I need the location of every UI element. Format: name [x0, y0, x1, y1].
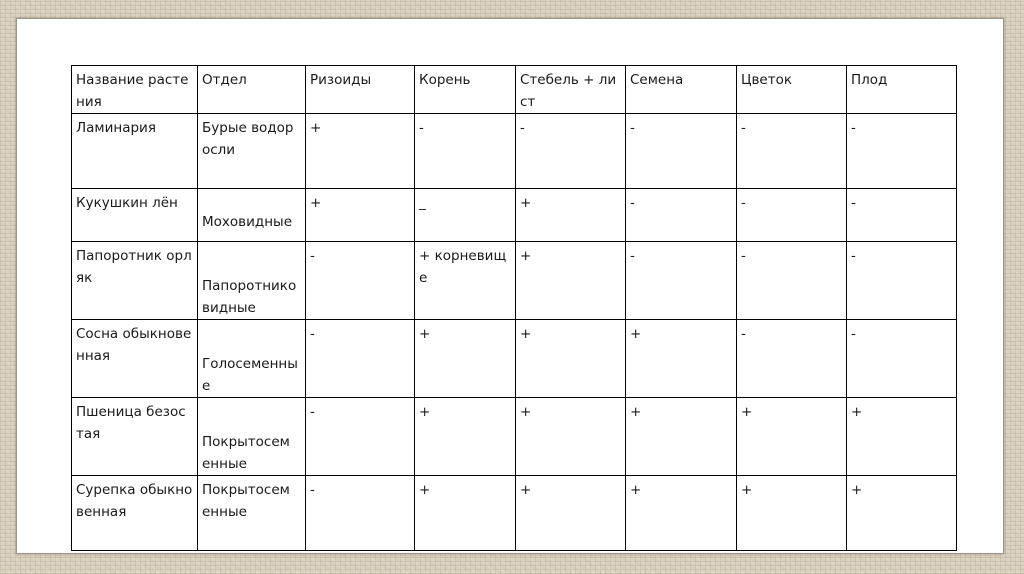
table-cell: Папоротник орляк: [72, 242, 198, 320]
table-cell: -: [737, 114, 847, 189]
table-cell: +: [306, 114, 415, 189]
table-cell: +: [737, 398, 847, 476]
table-cell: Кукушкин лён: [72, 189, 198, 242]
table-cell: Ламинария: [72, 114, 198, 189]
table-cell: -: [847, 114, 957, 189]
table-row: [72, 398, 957, 476]
header-cell-name: Название растения: [72, 66, 198, 114]
table-cell: +: [415, 320, 516, 398]
table-cell: +: [847, 476, 957, 551]
table-cell: -: [737, 320, 847, 398]
table-cell: Пшеница безостая: [72, 398, 198, 476]
table-cell: -: [737, 242, 847, 320]
table-cell: +: [415, 476, 516, 551]
table-cell: -: [306, 476, 415, 551]
table-cell: +: [415, 398, 516, 476]
table-row: [72, 189, 957, 242]
table-cell: +: [626, 320, 737, 398]
table-cell: -: [626, 189, 737, 242]
header-row: [72, 66, 957, 114]
header-cell-seeds: Семена: [626, 66, 737, 114]
table-cell: -: [847, 189, 957, 242]
table-cell: Моховидные: [198, 189, 306, 242]
table-cell: -: [516, 114, 626, 189]
table-cell: Сосна обыкновенная: [72, 320, 198, 398]
table-cell: +: [626, 476, 737, 551]
table-cell: +: [626, 398, 737, 476]
table-cell: Покрытосем енные: [198, 476, 306, 551]
header-cell-fruit: Плод: [847, 66, 957, 114]
table-cell: Папоротнико видные: [198, 242, 306, 320]
header-cell-division: Отдел: [198, 66, 306, 114]
plant-comparison-table: [71, 65, 957, 551]
header-cell-root: Корень: [415, 66, 516, 114]
table-cell: -: [415, 114, 516, 189]
table-cell: Бурые водоросли: [198, 114, 306, 189]
table-cell: -: [847, 320, 957, 398]
table-cell: +: [737, 476, 847, 551]
table-cell: -: [306, 320, 415, 398]
table-cell: +: [306, 189, 415, 242]
table-cell: _: [415, 189, 516, 242]
table-row: [72, 114, 957, 189]
table-cell: -: [737, 189, 847, 242]
table-cell: -: [626, 114, 737, 189]
table-cell: Голосеменны е: [198, 320, 306, 398]
header-cell-flower: Цветок: [737, 66, 847, 114]
header-cell-stem-leaf: Стебель + лист: [516, 66, 626, 114]
table-cell: -: [306, 398, 415, 476]
table-cell: Покрытосем енные: [198, 398, 306, 476]
table-cell: -: [847, 242, 957, 320]
header-cell-rhizoids: Ризоиды: [306, 66, 415, 114]
table-cell: +: [516, 320, 626, 398]
table-cell: Сурепка обыкновенная: [72, 476, 198, 551]
table-cell: +: [516, 476, 626, 551]
table-row: [72, 242, 957, 320]
table-row: [72, 476, 957, 551]
table-cell: +: [847, 398, 957, 476]
table-cell: -: [626, 242, 737, 320]
slide: [16, 18, 1004, 554]
table-cell: +: [516, 242, 626, 320]
table-row: [72, 320, 957, 398]
table-cell: +: [516, 398, 626, 476]
table-cell: +: [516, 189, 626, 242]
table-cell: -: [306, 242, 415, 320]
table-cell: + корневище: [415, 242, 516, 320]
